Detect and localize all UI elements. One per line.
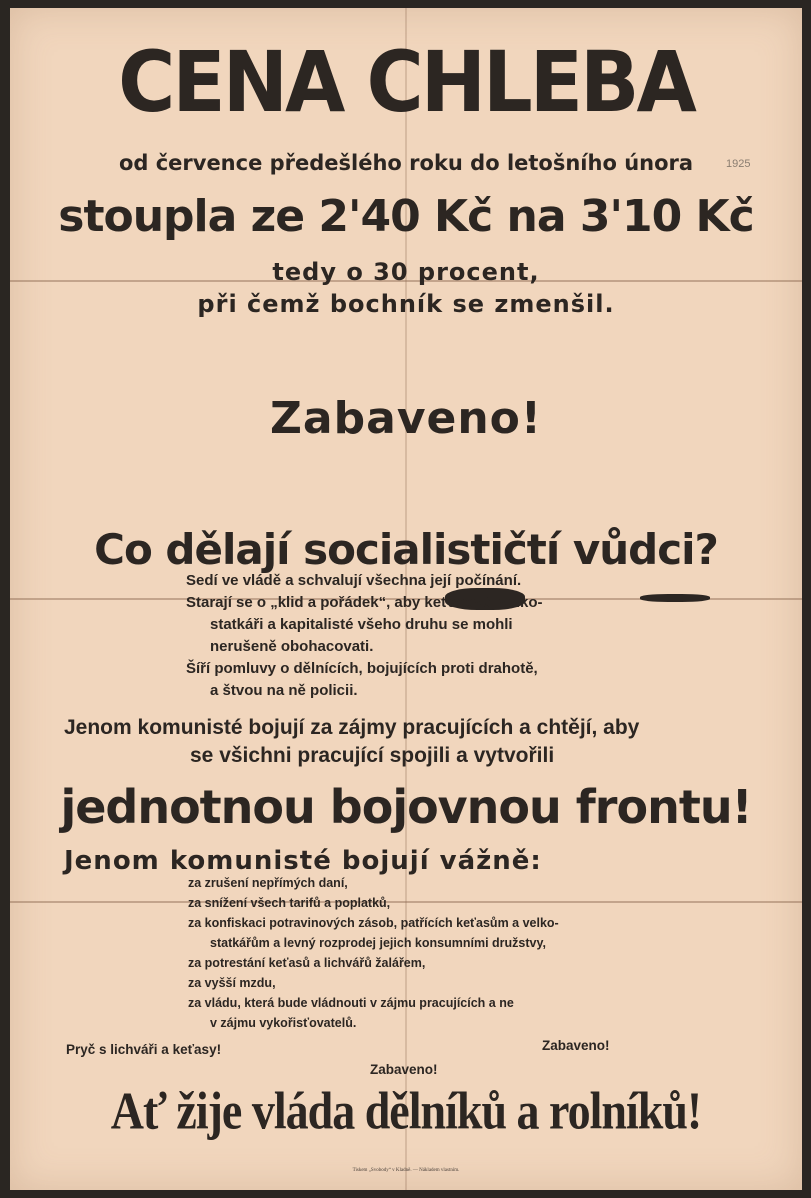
seriously-heading: Jenom komunisté bojují vážně:	[64, 846, 542, 876]
demand-line: za zrušení nepřímých daní,	[188, 876, 348, 890]
annotation-year: 1925	[726, 158, 751, 170]
poster	[10, 8, 802, 1190]
united-front-slogan: jednotnou bojovnou frontu!	[60, 780, 752, 834]
demand-line: za snížení všech tarifů a poplatků,	[188, 896, 391, 910]
censored-stamp-right: Zabaveno!	[542, 1038, 610, 1053]
tear-damage	[640, 594, 710, 602]
answer-line: nerušeně obohacovati.	[210, 638, 374, 655]
demand-line: za konfiskaci potravinových zásob, patřících keťasům a velko-	[188, 916, 559, 930]
answer-line: Sedí ve vládě a schvalují všechna její počínání.	[186, 572, 522, 589]
answer-line: Starají se o „klid a pořádek“, aby keťasové, velko-	[186, 594, 543, 611]
answer-line: a štvou na ně policii.	[210, 682, 358, 699]
answer-line: Šíří pomluvy o dělnících, bojujících proti drahotě,	[186, 660, 538, 677]
price-line: stoupla ze 2'40 Kč na 3'10 Kč	[58, 191, 754, 242]
censored-stamp-center: Zabaveno!	[370, 1062, 438, 1077]
demand-line: za vládu, která bude vládnouti v zájmu pracujících a ne	[188, 996, 514, 1010]
censored-stamp: Zabaveno!	[270, 393, 542, 444]
percent-line: tedy o 30 procent,	[272, 258, 540, 286]
demand-line: statkářům a levný rozprodej jejich konsumními družstvy,	[210, 936, 546, 950]
printer-imprint: Tiskem „Svobody“ v Kladně. — Nákladem vlastním.	[352, 1168, 460, 1173]
question-heading: Co dělají socialističtí vůdci?	[94, 525, 718, 574]
communists-line: se všichni pracující spojili a vytvořili	[190, 744, 555, 767]
final-slogan: Ať žije vláda dělníků a rolníků!	[110, 1081, 702, 1140]
demand-line: za potrestání keťasů a lichvářů žalářem,	[188, 956, 426, 970]
communists-line: Jenom komunisté bojují za zájmy pracujících a chtějí, aby	[64, 716, 640, 739]
poster-subtitle: od července předešlého roku do letošního února	[118, 151, 694, 175]
demand-line: v zájmu vykořisťovatelů.	[210, 1016, 357, 1030]
slogan-left: Pryč s lichváři a keťasy!	[66, 1042, 222, 1057]
loaf-line: při čemž bochník se zmenšil.	[197, 290, 615, 318]
poster-title: CENA CHLEBA	[118, 34, 694, 132]
answer-line: statkáři a kapitalisté všeho druhu se mohli	[210, 616, 513, 633]
demand-line: za vyšší mzdu,	[188, 976, 276, 990]
